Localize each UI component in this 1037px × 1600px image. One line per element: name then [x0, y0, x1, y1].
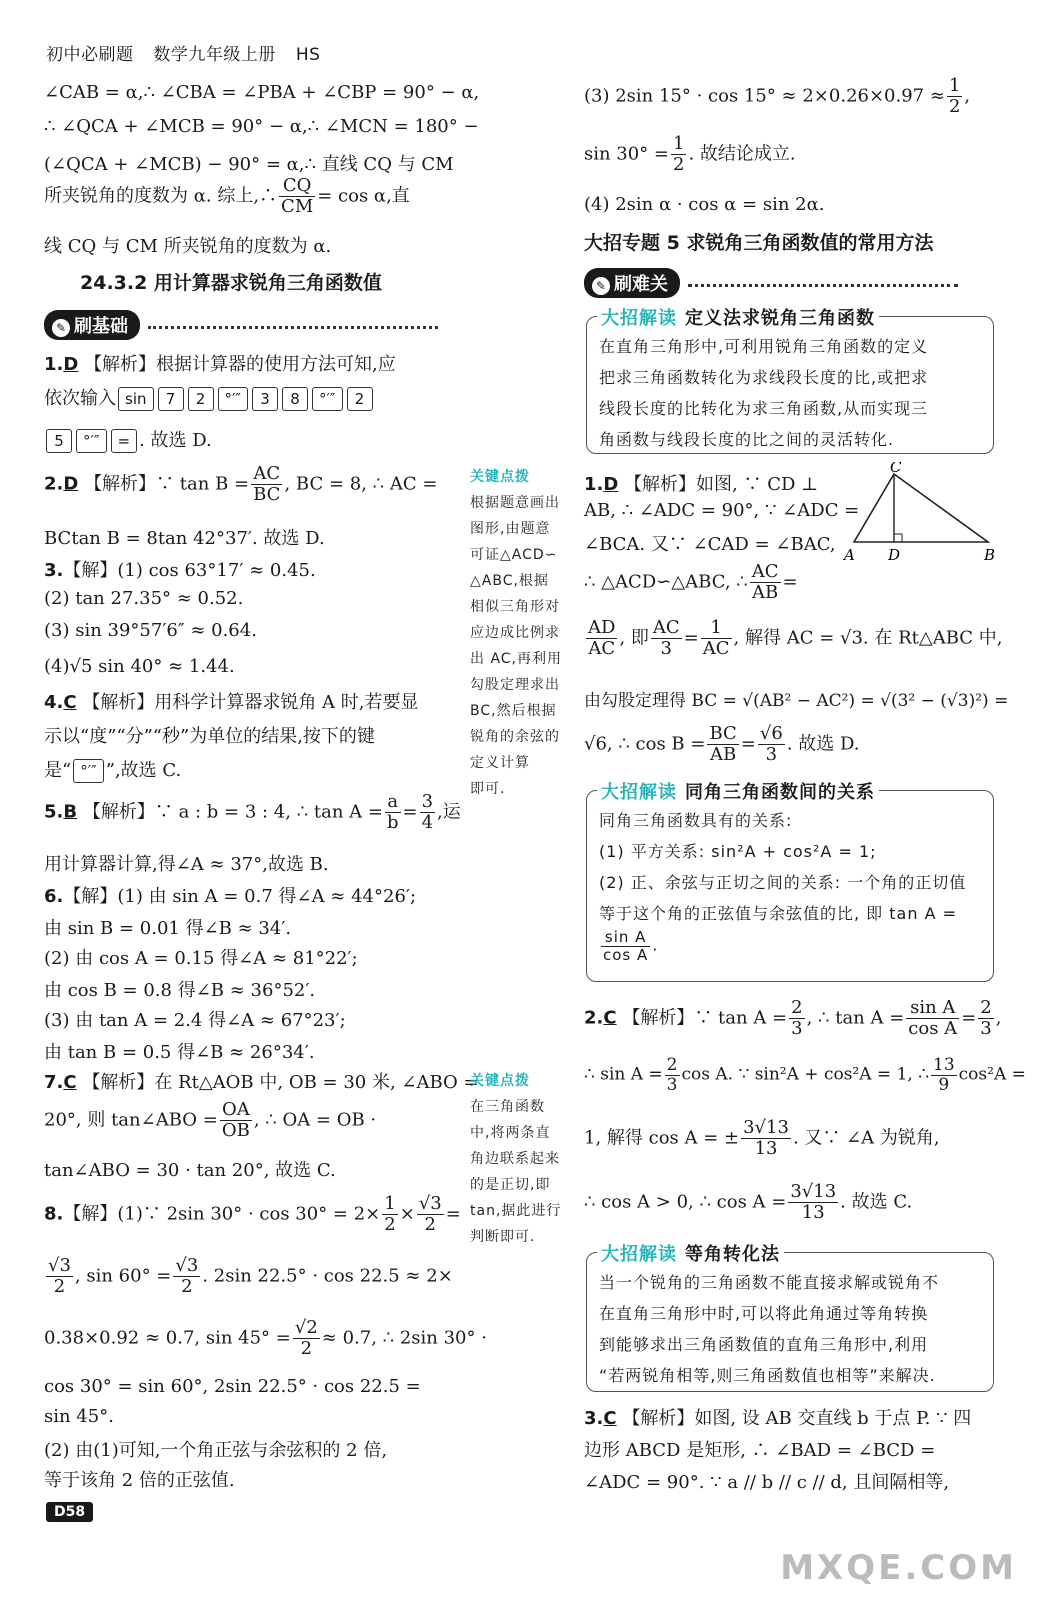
text-line: (4) 2sin α · cos α = sin 2α.: [584, 194, 825, 215]
question-1-keys-2: 5 °′″ = . 故选 D.: [44, 426, 212, 453]
tip-line: 应边成比例求: [470, 625, 560, 641]
tip-line: 勾股定理求出: [470, 677, 560, 693]
text-line: ∠BCA. 又∵ ∠CAD = ∠BAC,: [584, 534, 836, 555]
text-span: 所夹锐角的度数为 α. 综上,∴: [44, 185, 278, 207]
text-line: tan∠ABO = 30 · tan 20°, 故选 C.: [44, 1160, 336, 1181]
triangle-figure: [842, 462, 998, 566]
key-tip-1: [470, 464, 562, 802]
label-d: D: [888, 546, 901, 564]
text-line: ∠ADC = 90°. ∵ a // b // c // d, 且间隔相等,: [584, 1472, 950, 1493]
tip-title: 关键点拨: [470, 469, 530, 485]
section-title: 大招专题 5 求锐角三角函数值的常用方法: [584, 232, 934, 254]
tip-line: 判断即可.: [470, 1229, 536, 1245]
question-8: 8.【解】(1)∵ 2sin 30° · cos 30° = 2× $\frac{1}{2}$ × $\frac{√3}{2}$ =: [44, 1193, 461, 1235]
tip-line: 出 AC,再利用: [470, 651, 563, 667]
question-4: 4.C 【解析】用科学计算器求锐角 A 时,若要显: [44, 692, 419, 713]
tip-line: △ABC,根据: [470, 573, 549, 589]
tip-line: 锐角的余弦的: [470, 729, 560, 745]
question-5: 5.B 【解析】∵ a : b = 3 : 4, ∴ tan A = $\frac{a}{b}$ = $\frac{3}{4}$ ,运: [44, 791, 461, 833]
tip-line: 可证△ACD∽: [470, 547, 558, 563]
label-a: A: [844, 546, 855, 564]
label-c: C: [890, 462, 902, 476]
answer-letter: B: [63, 801, 78, 823]
dotted-divider: [148, 326, 438, 329]
text-line: 由勾股定理得 BC = √(AB² − AC²) = √(3² − (√3)²) =: [584, 691, 1009, 711]
answer-letter: C: [603, 1007, 617, 1029]
calc-key: °′″: [218, 387, 249, 411]
answer-letter: C: [603, 1408, 617, 1429]
calc-key: °′″: [76, 429, 107, 453]
box-line: (1) 平方关系: sin²A + cos²A = 1;: [599, 842, 877, 861]
badge-icon: ✎: [52, 319, 70, 337]
tip-line: 根据题意画出: [470, 495, 560, 511]
calc-key: sin: [118, 387, 154, 411]
page-number: D58: [46, 1502, 93, 1522]
answer-letter: D: [63, 473, 79, 495]
text-line: ∴ cos A > 0, ∴ cos A = $\frac{3√13}{13}$ . 故选 C.: [584, 1181, 913, 1223]
answer-letter: D: [63, 354, 79, 375]
text-line: (3) sin 39°57′6″ ≈ 0.64.: [44, 620, 257, 641]
box-line: 到能够求出三角函数值的直角三角形中,利用: [599, 1335, 929, 1354]
fraction: $\frac{CQ}{CM}$: [281, 175, 314, 217]
tip-line: 相似三角形对: [470, 599, 560, 615]
box-tag: 大招解读 定义法求锐角三角函数: [597, 303, 879, 334]
badge-row: [584, 268, 958, 298]
box-line: 角函数与线段长度的比之间的灵活转化.: [599, 430, 895, 449]
text-line: 等于该角 2 倍的正弦值.: [44, 1470, 235, 1491]
box-line: “若两锐角相等,则三角函数值也相等”来解决.: [599, 1366, 936, 1385]
answer-letter: C: [63, 692, 77, 713]
question-3: 3.【解】(1) cos 63°17′ ≈ 0.45.: [44, 560, 316, 581]
label-b: B: [984, 546, 996, 564]
calc-key: °′″: [312, 387, 343, 411]
box-line: $\frac{\text{sin A}}{\text{cos A}}$ .: [603, 928, 659, 964]
calc-key: 5: [46, 429, 72, 453]
calc-key: 8: [282, 387, 308, 411]
text-line: 0.38×0.92 ≈ 0.7, sin 45° = $\frac{√2}{2}$ ≈ 0.7, ∴ 2sin 30° ·: [44, 1317, 487, 1359]
tip-box-identity: [586, 782, 994, 982]
calc-key: 3: [252, 387, 278, 411]
text-line: 1, 解得 cos A = ± $\frac{3√13}{13}$ . 又∵ ∠A 为锐角,: [584, 1117, 940, 1159]
tip-line: 中,将两条直: [470, 1125, 551, 1141]
text-line: cos 30° = sin 60°, 2sin 22.5° · cos 22.5 =: [44, 1376, 421, 1397]
subject-title: 数学九年级上册: [153, 45, 276, 65]
box-tag: 大招解读 同角三角函数间的关系: [597, 777, 879, 808]
box-line: 当一个锐角的三角函数不能直接求解或锐角不: [599, 1273, 940, 1292]
question-1-keys: 依次输入 sin 7 2 °′″ 3 8 °′″ 2: [44, 384, 375, 411]
calc-key: =: [111, 429, 138, 453]
box-tag: 大招解读 等角转化法: [597, 1239, 784, 1270]
tip-box-definition: [586, 308, 994, 454]
book-title: 初中必刷题: [46, 45, 134, 65]
box-line: 把求三角函数转化为求线段长度的比,或把求: [599, 368, 929, 387]
tip-line: 定义计算: [470, 755, 530, 771]
tip-line: 图形,由题意: [470, 521, 551, 537]
text-line: 20°, 则 tan∠ABO = $\frac{OA}{OB}$ , ∴ OA = OB ·: [44, 1099, 377, 1141]
tip-line: 的是正切,即: [470, 1177, 551, 1193]
box-line: (2) 正、余弦与正切之间的关系: 一个角的正切值: [599, 873, 967, 892]
text-line: 示以“度”“分”“秒”为单位的结果,按下的键: [44, 726, 375, 747]
badge-row: [44, 310, 438, 340]
badge-basic: ✎ 刷基础: [44, 310, 140, 340]
tip-line: 即可.: [470, 781, 506, 797]
question-2: 2.D 【解析】∵ tan B = $\frac{AC}{BC}$ , BC = 8, ∴ AC =: [44, 463, 438, 505]
text-line: sin 45°.: [44, 1406, 114, 1427]
page-header: [46, 40, 334, 65]
text-line: (∠QCA + ∠MCB) − 90° = α,∴ 直线 CQ 与 CM: [44, 154, 454, 175]
calc-key: 2: [188, 387, 214, 411]
box-line: 在直角三角形中,可利用锐角三角函数的定义: [599, 337, 929, 356]
text-line: ∴ ∠QCA + ∠MCB = 90° − α,∴ ∠MCN = 180° −: [44, 116, 479, 137]
key-tip-2: [470, 1068, 562, 1250]
edition-label: HS: [295, 45, 321, 65]
tip-line: BC,然后根据: [470, 703, 557, 719]
text-line: 由 sin B = 0.01 得∠B ≈ 34′.: [44, 918, 292, 939]
text-line: (2) tan 27.35° ≈ 0.52.: [44, 588, 244, 609]
tip-line: 角边联系起来: [470, 1151, 560, 1167]
dotted-divider: [688, 284, 958, 287]
tip-line: tan,据此进行: [470, 1203, 562, 1219]
box-line: 线段长度的比转化为求三角函数,从而实现三: [599, 399, 929, 418]
text-span: = cos α,直: [317, 185, 410, 207]
text-line: ∠CAB = α,∴ ∠CBA = ∠PBA + ∠CBP = 90° − α,: [44, 82, 480, 103]
text-line: √6, ∴ cos B = $\frac{BC}{AB}$ = $\frac{√6}{3}$ . 故选 D.: [584, 723, 860, 765]
tip-title: 关键点拨: [470, 1073, 530, 1089]
tip-line: 在三角函数: [470, 1099, 545, 1115]
triangle-abc: [854, 474, 988, 542]
text-line: sin 30° = $\frac{1}{2}$ . 故结论成立.: [584, 133, 796, 175]
answer-letter: C: [63, 1072, 77, 1093]
calc-key: 7: [158, 387, 184, 411]
text-line: 边形 ABCD 是矩形, ∴ ∠BAD = ∠BCD =: [584, 1440, 936, 1461]
right-angle-mark: [894, 534, 902, 542]
text-line: (3) 由 tan A = 2.4 得∠A ≈ 67°23′;: [44, 1010, 346, 1031]
text-line: 由 cos B = 0.8 得∠B ≈ 36°52′.: [44, 980, 316, 1001]
badge-hard: ✎ 刷难关: [584, 268, 680, 298]
text-line: AB, ∴ ∠ADC = 90°, ∵ ∠ADC =: [584, 500, 860, 521]
text-line: (2) 由(1)可知,一个角正弦与余弦积的 2 倍,: [44, 1440, 388, 1461]
tip-box-equal-angle: [586, 1244, 994, 1392]
watermark: MXQE.COM: [780, 1548, 1017, 1588]
text-line: 由 tan B = 0.5 得∠B ≈ 26°34′.: [44, 1042, 315, 1063]
answer-letter: D: [603, 474, 619, 495]
text-line: (3) 2sin 15° · cos 15° ≈ 2×0.26×0.97 ≈ $\frac{1}{2}$ ,: [584, 75, 971, 117]
box-line: 同角三角函数具有的关系:: [599, 811, 793, 830]
text-line: 是“ °′″ ”,故选 C.: [44, 760, 182, 781]
text-line: 线 CQ 与 CM 所夹锐角的度数为 α.: [44, 236, 332, 257]
question-1: 1.D 【解析】根据计算器的使用方法可知,应: [44, 354, 396, 375]
section-title: 24.3.2 用计算器求锐角三角函数值: [80, 272, 382, 294]
text-line: 用计算器计算,得∠A ≈ 37°,故选 B.: [44, 854, 329, 875]
box-line: 在直角三角形中时,可以将此角通过等角转换: [599, 1304, 929, 1323]
text-line: BCtan B = 8tan 42°37′. 故选 D.: [44, 528, 325, 549]
text-line: (4)√5 sin 40° ≈ 1.44.: [44, 656, 235, 677]
text-line: ∴ sin A = $\frac{2}{3}$ cos A. ∵ sin²A + cos²A = 1, ∴ $\frac{13}{9}$ cos²A =: [584, 1055, 1026, 1095]
question-6: 6.【解】(1) 由 sin A = 0.7 得∠A ≈ 44°26′;: [44, 886, 417, 907]
text-line: $\frac{√3}{2}$ , sin 60° = $\frac{√3}{2}$ . 2sin 22.5° · cos 22.5 ≈ 2×: [48, 1255, 453, 1297]
calc-key: °′″: [73, 759, 104, 783]
text-line: [44, 176, 410, 217]
question-7: 7.C 【解析】在 Rt△AOB 中, OB = 30 米, ∠ABO =: [44, 1072, 479, 1093]
badge-icon: ✎: [592, 277, 610, 295]
text-line: ∴ △ACD∽△ABC, ∴ $\frac{AC}{AB}$ =: [584, 561, 798, 603]
text-line: $\frac{AD}{AC}$ , 即 $\frac{AC}{3}$ = $\frac{1}{AC}$ , 解得 AC = √3. 在 Rt△ABC 中,: [588, 617, 1003, 659]
calc-key: 2: [347, 387, 373, 411]
text-line: (2) 由 cos A = 0.15 得∠A ≈ 81°22′;: [44, 948, 358, 969]
box-line: 等于这个角的正弦值与余弦值的比, 即 tan A =: [599, 904, 958, 923]
